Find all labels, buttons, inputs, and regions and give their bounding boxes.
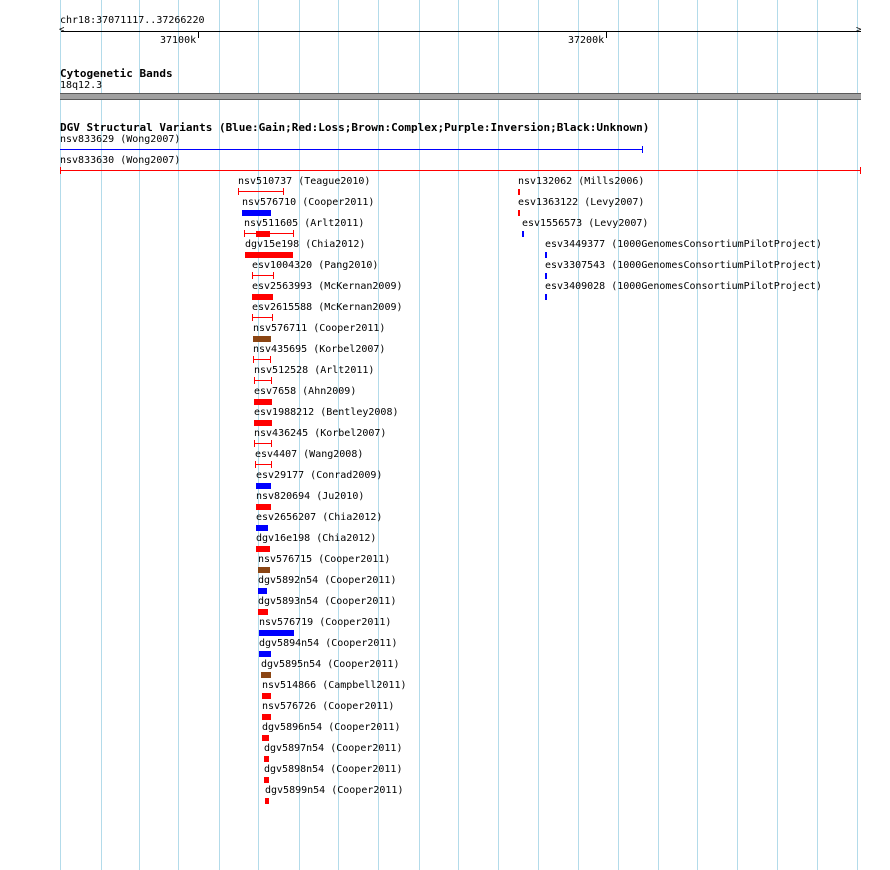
feature-glyph-end <box>271 461 272 468</box>
feature-glyph[interactable] <box>265 798 269 804</box>
feature-glyph[interactable] <box>254 420 272 426</box>
feature-glyph[interactable] <box>518 189 520 195</box>
feature-glyph-end <box>238 188 239 195</box>
feature-glyph[interactable] <box>242 210 271 216</box>
feature-glyph[interactable] <box>256 525 268 531</box>
feature-label[interactable]: nsv576715 (Cooper2011) <box>258 554 391 565</box>
feature-label[interactable]: nsv576711 (Cooper2011) <box>253 323 386 334</box>
feature-glyph[interactable] <box>259 651 271 657</box>
feature-glyph-block <box>256 231 270 237</box>
ruler-line <box>61 31 861 32</box>
feature-glyph[interactable] <box>254 399 272 405</box>
feature-label[interactable]: esv3307543 (1000GenomesConsortiumPilotProject) <box>545 260 822 271</box>
feature-glyph[interactable] <box>262 714 271 720</box>
ruler-tick-label: 37100k <box>160 35 197 46</box>
ruler-left-arrow-icon: < <box>59 25 65 35</box>
feature-glyph[interactable] <box>545 252 547 258</box>
feature-glyph-end <box>273 272 274 279</box>
feature-label[interactable]: esv29177 (Conrad2009) <box>256 470 383 481</box>
feature-glyph-end <box>253 356 254 363</box>
cytoband-track-title: Cytogenetic Bands <box>60 67 173 80</box>
feature-label[interactable]: nsv576710 (Cooper2011) <box>242 197 375 208</box>
feature-glyph[interactable] <box>545 273 547 279</box>
feature-glyph[interactable] <box>264 777 269 783</box>
feature-label[interactable]: esv1004320 (Pang2010) <box>252 260 379 271</box>
feature-glyph[interactable] <box>258 588 267 594</box>
ruler-tick <box>198 31 199 38</box>
feature-label[interactable]: dgv15e198 (Chia2012) <box>245 239 366 250</box>
ruler-right-arrow-icon: > <box>856 25 862 35</box>
feature-label[interactable]: nsv511605 (Arlt2011) <box>244 218 365 229</box>
feature-label[interactable]: dgv5892n54 (Cooper2011) <box>258 575 397 586</box>
feature-label[interactable]: dgv5897n54 (Cooper2011) <box>264 743 403 754</box>
feature-label[interactable]: nsv833630 (Wong2007) <box>60 155 181 166</box>
feature-label[interactable]: nsv514866 (Campbell2011) <box>262 680 407 691</box>
feature-glyph[interactable] <box>252 317 273 318</box>
feature-label[interactable]: esv1556573 (Levy2007) <box>522 218 649 229</box>
dgv-track-title: DGV Structural Variants (Blue:Gain;Red:Loss;Brown:Complex;Purple:Inversion;Black:Unknown) <box>60 121 650 134</box>
feature-glyph[interactable] <box>245 252 293 258</box>
feature-label[interactable]: esv1988212 (Bentley2008) <box>254 407 399 418</box>
feature-label[interactable]: dgv5893n54 (Cooper2011) <box>258 596 397 607</box>
feature-glyph-end <box>293 230 294 237</box>
feature-glyph[interactable] <box>255 464 272 465</box>
feature-glyph-end <box>271 377 272 384</box>
feature-glyph-end <box>272 314 273 321</box>
feature-glyph[interactable] <box>258 567 270 573</box>
feature-label[interactable]: nsv510737 (Teague2010) <box>238 176 371 187</box>
feature-label[interactable]: dgv16e198 (Chia2012) <box>256 533 377 544</box>
feature-glyph[interactable] <box>522 231 524 237</box>
feature-glyph[interactable] <box>262 693 271 699</box>
feature-label[interactable]: nsv512528 (Arlt2011) <box>254 365 375 376</box>
feature-label[interactable]: nsv820694 (Ju2010) <box>256 491 365 502</box>
feature-label[interactable]: esv2563993 (McKernan2009) <box>252 281 403 292</box>
feature-glyph-end <box>254 377 255 384</box>
feature-glyph-end <box>271 440 272 447</box>
feature-label[interactable]: esv7658 (Ahn2009) <box>254 386 357 397</box>
feature-label[interactable]: esv3409028 (1000GenomesConsortiumPilotProject) <box>545 281 822 292</box>
ruler-region-label: chr18:37071117..37266220 <box>60 15 205 26</box>
feature-glyph[interactable] <box>264 756 269 762</box>
feature-label[interactable]: dgv5898n54 (Cooper2011) <box>264 764 403 775</box>
feature-glyph-end <box>255 461 256 468</box>
feature-label[interactable]: esv4407 (Wang2008) <box>255 449 364 460</box>
feature-glyph[interactable] <box>256 546 270 552</box>
feature-glyph[interactable] <box>253 336 271 342</box>
feature-glyph[interactable] <box>262 735 269 741</box>
feature-label[interactable]: nsv436245 (Korbel2007) <box>254 428 387 439</box>
feature-label[interactable]: nsv833629 (Wong2007) <box>60 134 181 145</box>
feature-label[interactable]: esv2615588 (McKernan2009) <box>252 302 403 313</box>
feature-glyph[interactable] <box>256 504 271 510</box>
feature-glyph-end <box>60 167 61 174</box>
feature-glyph[interactable] <box>252 275 274 276</box>
feature-glyph-end <box>244 230 245 237</box>
feature-glyph[interactable] <box>253 359 271 360</box>
feature-label[interactable]: esv2656207 (Chia2012) <box>256 512 383 523</box>
cytoband-band-label: 18q12.3 <box>60 80 103 91</box>
cytoband-bar[interactable] <box>60 93 861 100</box>
feature-glyph-end <box>254 440 255 447</box>
ruler-tick-label: 37200k <box>568 35 605 46</box>
feature-label[interactable]: dgv5894n54 (Cooper2011) <box>259 638 398 649</box>
feature-label[interactable]: dgv5896n54 (Cooper2011) <box>262 722 401 733</box>
feature-glyph[interactable] <box>238 191 284 192</box>
feature-glyph[interactable] <box>256 483 271 489</box>
feature-label[interactable]: nsv576719 (Cooper2011) <box>259 617 392 628</box>
feature-glyph-end <box>283 188 284 195</box>
feature-glyph-end <box>270 356 271 363</box>
feature-glyph[interactable] <box>545 294 547 300</box>
feature-label[interactable]: esv3449377 (1000GenomesConsortiumPilotProject) <box>545 239 822 250</box>
feature-glyph[interactable] <box>259 630 294 636</box>
feature-label[interactable]: nsv576726 (Cooper2011) <box>262 701 395 712</box>
feature-label[interactable]: nsv435695 (Korbel2007) <box>253 344 386 355</box>
feature-glyph[interactable] <box>60 170 861 171</box>
feature-glyph[interactable] <box>254 443 272 444</box>
feature-glyph-end <box>642 146 643 153</box>
feature-glyph[interactable] <box>518 210 520 216</box>
feature-glyph-end <box>252 272 253 279</box>
feature-glyph[interactable] <box>60 149 642 150</box>
feature-label[interactable]: dgv5899n54 (Cooper2011) <box>265 785 404 796</box>
feature-glyph-end <box>860 167 861 174</box>
feature-label[interactable]: nsv132062 (Mills2006) <box>518 176 645 187</box>
feature-label[interactable]: esv1363122 (Levy2007) <box>518 197 645 208</box>
feature-glyph-end <box>252 314 253 321</box>
feature-label[interactable]: dgv5895n54 (Cooper2011) <box>261 659 400 670</box>
feature-glyph[interactable] <box>261 672 271 678</box>
feature-glyph[interactable] <box>258 609 268 615</box>
feature-glyph[interactable] <box>252 294 273 300</box>
feature-glyph[interactable] <box>254 380 272 381</box>
ruler-tick <box>606 31 607 38</box>
